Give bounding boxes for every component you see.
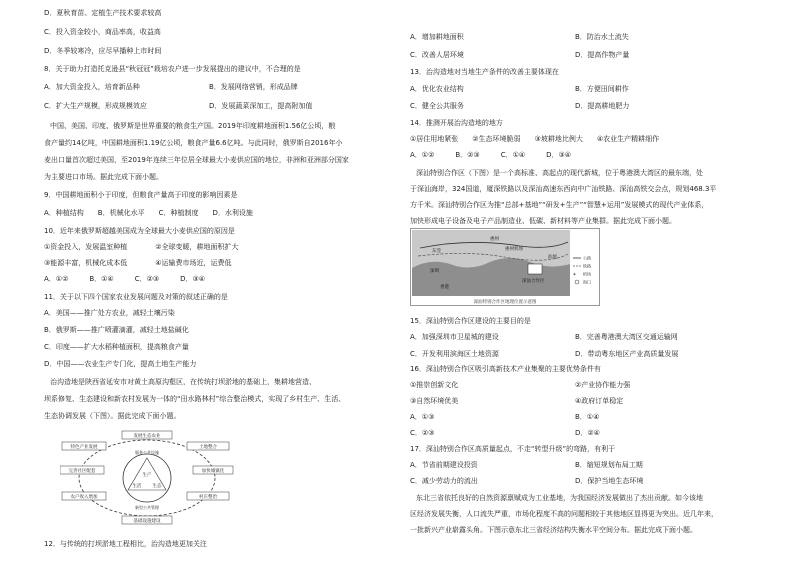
q12-options-ab (410, 34, 740, 41)
q17-options-cd (410, 478, 740, 485)
option-b: B．防治水土流失 (575, 33, 629, 41)
legend-label: 铁路 (583, 263, 591, 269)
statement: ④政府订单稳定 (575, 397, 624, 405)
question-15: 15．深汕特别合作区建设的主要目的是 (410, 317, 531, 325)
map-label: 深圳 (430, 269, 439, 274)
option-a: A．①③ (410, 413, 435, 421)
diagram-label: 完善社区配套 (68, 469, 96, 474)
diagram-label: 发展生态农业 (133, 434, 161, 439)
diagram-label: 基础设施建设 (133, 519, 161, 524)
passage-line: 于深汕海岸，324国道，厦深铁路以及深汕高速东西向中广汕铁路、深汕高铁交会点，规划468.3平 (410, 185, 717, 193)
diagram-core: 生产 (142, 473, 152, 478)
option-c: C．改善人居环境 (410, 51, 464, 59)
passage-line: 坝系修复、生态建设和新农村发展为一体的“田水路林村”综合整治模式，实现了乡村生产、生活、 (44, 395, 346, 403)
map-label: 惠州 (490, 237, 499, 242)
q8-options-cd (44, 103, 374, 110)
statement: ②产业协作能力强 (575, 381, 631, 389)
option-c: C．减少劳动力的流出 (410, 477, 478, 485)
option-text: C．投入资金较小，商品率高，收益高 (44, 28, 161, 36)
question-16: 16．深汕特别合作区吸引高新技术产业集聚的主要优势条件有 (410, 365, 601, 373)
option-b: B．发展网络营销，形成品牌 (209, 83, 298, 91)
legend-label: 公路 (583, 255, 591, 261)
q16-statements-cd (410, 398, 740, 405)
legend-label: 机场 (583, 271, 591, 277)
q11-option-c: C．印度——扩大水稻种植面积，提高粮食产量 (44, 343, 189, 351)
q8-options-ab (44, 84, 374, 91)
passage-line: 中国、美国、印度、俄罗斯是世界重要的粮食生产国。2019年印度耕地面积1.56亿公顷，粮 (50, 122, 336, 130)
option-b: B．完善粤港澳大湾区交通运输网 (575, 333, 678, 341)
q16-options-ab (410, 414, 740, 421)
option-d: D．带动粤东地区产业高质量发展 (575, 350, 679, 358)
passage-line: 一批新兴产业崭露头角。下图示意东北三省经济结构失衡水平空间分布。据此完成下面小题。 (410, 526, 697, 534)
map-caption: 深汕特别合作区地理位置示意图 (473, 300, 537, 305)
option-text: D．冬季较寒冷，应尽早播种上市时间 (44, 47, 162, 55)
q15-options-ab (410, 334, 740, 341)
airport-icon: ✈ (573, 271, 577, 277)
q15-options-cd (410, 351, 740, 358)
option-d: D．②④ (575, 429, 600, 437)
q16-statements-ab (410, 382, 740, 389)
q16-options-cd (410, 430, 740, 437)
q11-option-d: D．中国——农业生产专门化，提高土地生产能力 (44, 360, 197, 368)
question-8: 8．关于助力打造托克逊县“秋冠冠”栽培农户进一步发展提出的建议中，不合理的是 (44, 65, 301, 73)
option-text: D．夏秋育苗、定植生产技术要求较高 (44, 9, 162, 17)
q14-statements: ①居住用地紧张 ②生态环境脆弱 ③坡耕地比例大 ④农业生产精耕细作 (410, 135, 660, 143)
option-a: A．节省前期建设投资 (410, 461, 478, 469)
passage-line: 生态协调发展（下图）。据此完成下面小题。 (44, 412, 181, 420)
option-d: D．提高耕地肥力 (575, 102, 630, 110)
passage-line: 深汕特别合作区（下图）是一个高标准、高起点的现代新城，位于粤港澳大湾区的最东端，处 (416, 169, 703, 177)
diagram-core: 生活 (132, 484, 142, 489)
passage-line: 麦出口量首次超过美国，至2019年连续三年位居全球最大小麦供应国的地位，非洲和亚洲部分国家 (44, 156, 349, 164)
map-label: 深汕合作区 (522, 279, 545, 284)
map-label: 汕尾 (548, 255, 557, 260)
diagram-label: 村庄整治 (199, 495, 217, 500)
question-13: 13．治沟造地对当地生产条件的改善主要体现在 (410, 68, 559, 76)
q10-options: A．①② B．①④ C．②③ D．③④ (44, 275, 206, 283)
option-d: D．发展蔬菜深加工，提高附加值 (209, 102, 313, 110)
option-c: C．开发利用滨海区土地资源 (410, 350, 499, 358)
map-label: 惠州机场 (505, 247, 523, 252)
statement: ③自然环境优美 (410, 397, 459, 405)
question-11: 11．关于以下四个国家农业发展问题及对策的叙述正确的是 (44, 293, 228, 301)
q10-statements-b: ③能源丰富，机械化成本低 ④运输费市场近，运费低 (44, 259, 232, 267)
diagram-core: 生态 (152, 484, 162, 489)
q13-options-ab (410, 86, 740, 93)
option-a: A．优化农业结构 (410, 85, 464, 93)
passage-line: 治沟造地是陕西省延安市对黄土高原沟壑区，在传统打坝淤地的基础上，集耕地营造、 (50, 378, 316, 386)
passage-line: 食产量约14亿吨，中国耕地面积1.19亿公顷，粮食产量6.6亿吨。与此同时，俄罗斯自2016年小 (44, 139, 343, 147)
question-12: 12．与传统的打坝淤地工程相比，治沟造地更加关注 (44, 540, 207, 548)
diagram-label: 服务公共设施 (135, 450, 159, 455)
q11-option-b: B．俄罗斯——推广喷灌滴灌，减轻土地盐碱化 (44, 326, 189, 334)
q11-option-a: A．美国——推广处方农业，减轻土壤污染 (44, 309, 175, 317)
question-14: 14．推测开展治沟造地的地方 (410, 119, 503, 127)
question-10: 10．近年来俄罗斯超越美国成为全球最大小麦供应国的原因是 (44, 227, 235, 235)
option-d: D．提高作物产量 (575, 51, 630, 59)
diagram-label: 加快城镇化 (201, 469, 225, 474)
q14-options: A．①② B．②③ C．①④ D．③④ (410, 151, 572, 159)
option-c: C．扩大生产规模，形成规模效应 (44, 102, 147, 110)
option-a: A．增加耕地面积 (410, 33, 464, 41)
rural-development-diagram (60, 430, 235, 525)
q10-statements-a: ①资金投入，发展温室种植 ②全球变暖，耕地面积扩大 (44, 243, 239, 251)
passage-line: 加快形成电子设备及电子产品制造业、低碳、新材料等产业集群。据此完成下面小题。 (410, 217, 676, 225)
passage-line: 为主要进口市场。据此完成下面小题。 (44, 173, 163, 181)
map-label: 香港 (440, 285, 449, 290)
passage-line: 东北三省依托良好的自然资源禀赋成为工业基地，为我国经济发展做出了杰出贡献。如今该地 (416, 494, 703, 502)
diagram-label: 特色产业发展 (70, 445, 98, 450)
q17-options-ab (410, 462, 740, 469)
q13-options-cd (410, 103, 740, 110)
map-label: 东莞 (432, 249, 441, 254)
option-b: B．缩短规划布局工期 (575, 461, 643, 469)
statement: ①推崇创新文化 (410, 381, 459, 389)
option-a: A．加强深圳市卫星城的建设 (410, 333, 499, 341)
option-b: B．①④ (575, 413, 600, 421)
question-17: 17．深汕特别合作区高质量起点，不走“转型升级”的弯路，有利于 (410, 445, 616, 453)
diagram-label: 农户收入增加 (70, 495, 98, 500)
option-a: A．加大资金投入，培育新品种 (44, 83, 140, 91)
option-c: C．健全公共服务 (410, 102, 464, 110)
diagram-label: 新型公共管理 (135, 505, 159, 510)
passage-line: 方千米。深汕特别合作区为推“总部+基地”“研发+生产”“智慧+运用”发展模式的现代产业体系， (410, 201, 709, 209)
q12-options-cd (410, 52, 740, 59)
diagram-label: 土地整合 (199, 445, 217, 450)
option-b: B．方便田间耕作 (575, 85, 629, 93)
q9-options: A．种植结构 B．机械化水平 C．种植制度 D．水利设施 (44, 209, 253, 217)
legend-label: 海口 (583, 279, 591, 285)
question-9: 9．中国耕地面积小于印度，但粮食产量高于印度的影响因素是 (44, 191, 238, 199)
shenshan-map (410, 228, 600, 306)
option-c: C．②③ (410, 429, 435, 437)
passage-line: 区经济发展失衡，人口流失严重，市场化程度不高的问题相较于其他地区显得更为突出。近几年来， (410, 510, 718, 518)
option-d: D．保护当地生态环境 (575, 477, 644, 485)
